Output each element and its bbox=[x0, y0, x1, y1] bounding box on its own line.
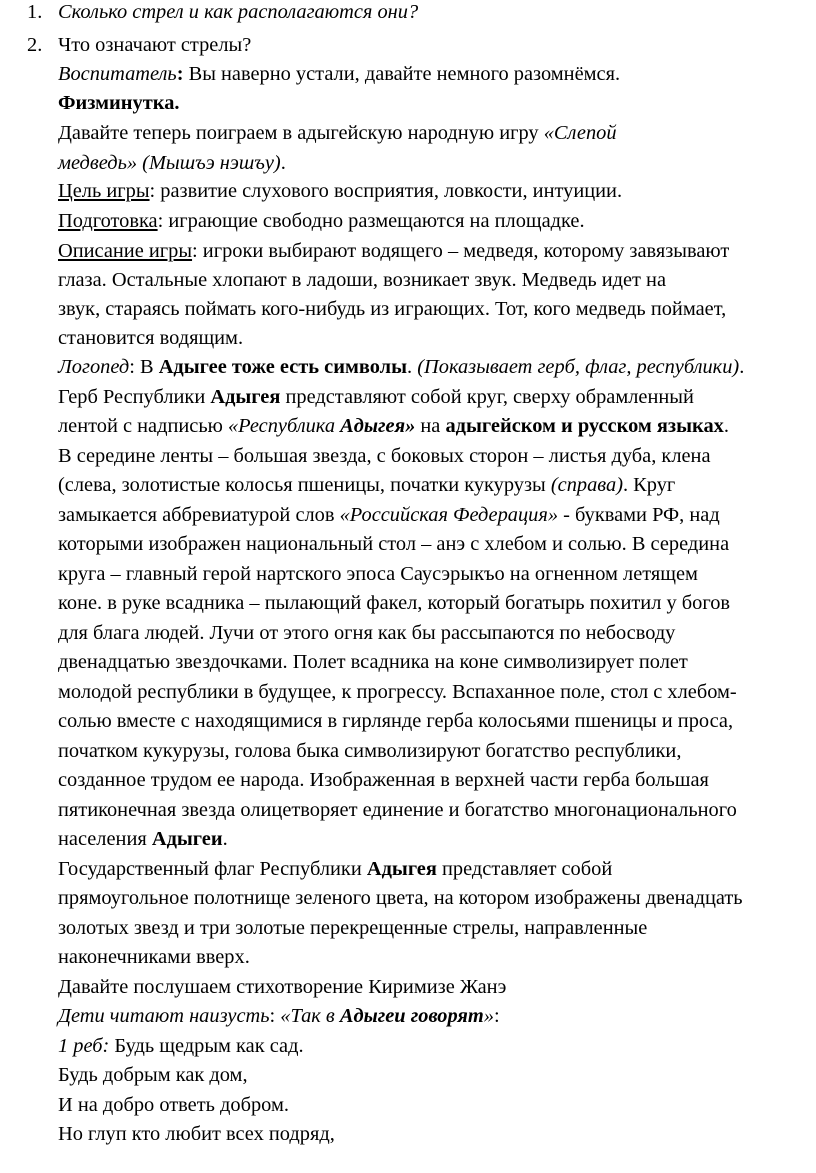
paragraph-line: коне. в руке всадника – пылающий факел, который богатырь похитил у богов bbox=[58, 592, 731, 614]
paragraph-line: становится водящим. bbox=[58, 327, 244, 349]
paragraph-line: молодой республики в будущее, к прогрессу. Вспаханное поле, стол с хлебом- bbox=[58, 681, 737, 703]
underlined-label: Подготовка bbox=[58, 210, 158, 232]
paragraph-line: круга – главный герой нартского эпоса Саусэрыкъо на огненном летящем bbox=[58, 563, 698, 585]
text-run: Будь щедрым как сад. bbox=[109, 1035, 304, 1057]
poem-line: Но глуп кто любит всех подряд, bbox=[58, 1123, 335, 1145]
text-run: адыгейском и русском языках bbox=[445, 415, 724, 437]
paragraph-line: початком кукурузы, голова быка символизируют богатство республики, bbox=[58, 740, 682, 762]
list-number: 1. bbox=[27, 1, 43, 23]
text-run: населения bbox=[58, 828, 152, 850]
text-run: Адыгея bbox=[366, 858, 437, 880]
paragraph-line bbox=[58, 826, 228, 853]
text-run: лентой с надписью bbox=[58, 415, 228, 437]
paragraph-line bbox=[58, 354, 744, 381]
paragraph-line bbox=[58, 856, 612, 883]
text-run: : игроки выбирают водящего – медведя, которому завязывают bbox=[192, 240, 730, 262]
section-heading: Физминутка. bbox=[58, 92, 180, 114]
text-run: «Республика bbox=[227, 415, 341, 437]
text-run: на bbox=[415, 415, 446, 437]
paragraph-line: В середине ленты – большая звезда, с боковых сторон – листья дуба, клена bbox=[58, 445, 711, 467]
text-run: (слева, золотистые колосья пшеницы, початки кукурузы bbox=[58, 474, 551, 496]
paragraph-line bbox=[58, 384, 694, 411]
paragraph-line bbox=[58, 150, 286, 177]
text-run: замыкается аббревиатурой слов bbox=[58, 504, 340, 526]
text-run: : В bbox=[129, 356, 159, 378]
paragraph-line: глаза. Остальные хлопают в ладоши, возникает звук. Медведь идет на bbox=[58, 269, 667, 291]
text-run: представляет собой bbox=[436, 858, 613, 880]
text-run: . bbox=[739, 356, 745, 378]
poem-line: И на добро ответь добром. bbox=[58, 1094, 289, 1116]
speaker-label: Воспитатель bbox=[58, 63, 177, 85]
paragraph-line: двенадцатью звездочками. Полет всадника на коне символизирует полет bbox=[58, 651, 688, 673]
text-run: Вы наверно устали, давайте немного разомнёмся. bbox=[183, 63, 621, 85]
paragraph-line bbox=[58, 1003, 500, 1030]
text-run: Давайте теперь поиграем в адыгейскую народную игру bbox=[58, 122, 544, 144]
paragraph-line: золотых звезд и три золотые перекрещенные стрелы, направленные bbox=[58, 917, 648, 939]
paragraph-line bbox=[58, 502, 720, 529]
paragraph-line bbox=[58, 208, 585, 235]
paragraph-line: которыми изображен национальный стол – анэ с хлебом и солью. В середина bbox=[58, 533, 730, 555]
speaker-label: 1 реб: bbox=[58, 1035, 110, 1057]
underlined-label: Описание игры bbox=[58, 240, 193, 262]
text-run: Адыгея bbox=[210, 386, 281, 408]
text-run: : bbox=[269, 1005, 281, 1027]
paragraph-line bbox=[58, 61, 620, 88]
paragraph-line: для блага людей. Лучи от этого огня как бы рассыпаются по небосводу bbox=[58, 622, 676, 644]
speaker-label: Логопед bbox=[58, 356, 130, 378]
paragraph-line: созданное трудом ее народа. Изображенная в верхней части герба большая bbox=[58, 769, 709, 791]
text-run: - буквами РФ, над bbox=[558, 504, 720, 526]
poem-line: Будь добрым как дом, bbox=[58, 1064, 248, 1086]
list-number: 2. bbox=[27, 34, 43, 56]
paragraph-line: наконечниками вверх. bbox=[58, 946, 250, 968]
text-run: . bbox=[222, 828, 228, 850]
list-item: Что означают стрелы? bbox=[58, 34, 252, 56]
text-run: Герб Республики bbox=[58, 386, 211, 408]
text-run: » bbox=[483, 1005, 494, 1027]
text-run: Адыгеи говорят bbox=[339, 1005, 484, 1027]
text-run: Государственный флаг Республики bbox=[58, 858, 367, 880]
text-run: . bbox=[407, 356, 418, 378]
text-run: «Слепой bbox=[543, 122, 617, 144]
paragraph-line: пятиконечная звезда олицетворяет единение и богатство многонационального bbox=[58, 799, 737, 821]
text-run: . bbox=[280, 152, 286, 174]
list-item: Сколько стрел и как располагаются они? bbox=[58, 1, 419, 23]
paragraph-line bbox=[58, 1033, 304, 1060]
text-run: (Показывает герб, флаг, республики) bbox=[417, 356, 740, 378]
text-run: «Российская Федерация» bbox=[339, 504, 559, 526]
text-run: . Круг bbox=[622, 474, 676, 496]
paragraph-line: Давайте послушаем стихотворение Киримизе Жанэ bbox=[58, 976, 507, 998]
text-run: Адыгеи bbox=[151, 828, 223, 850]
paragraph-line bbox=[58, 472, 675, 499]
text-run: : bbox=[494, 1005, 500, 1027]
paragraph-line bbox=[58, 238, 729, 265]
text-run: Адыгее тоже есть символы bbox=[158, 356, 408, 378]
text-run: медведь» (Мышъэ нэшъу) bbox=[58, 152, 281, 174]
paragraph-line bbox=[58, 120, 617, 147]
text-run: Дети читают наизусть bbox=[58, 1005, 270, 1027]
paragraph-line: прямоугольное полотнище зеленого цвета, на котором изображены двенадцать bbox=[58, 887, 743, 909]
paragraph-line: солью вместе с находящимися в гирлянде герба колосьями пшеницы и проса, bbox=[58, 710, 734, 732]
text-run: Адыгея» bbox=[340, 415, 416, 437]
text-run: «Так в bbox=[280, 1005, 340, 1027]
text-run: представляют собой круг, сверху обрамленный bbox=[280, 386, 694, 408]
text-run: : играющие свободно размещаются на площадке. bbox=[157, 210, 585, 232]
paragraph-line bbox=[58, 413, 729, 440]
text-run: . bbox=[723, 415, 729, 437]
paragraph-line: звук, стараясь поймать кого-нибудь из играющих. Тот, кого медведь поймает, bbox=[58, 298, 727, 320]
text-run: (справа) bbox=[550, 474, 623, 496]
text-run: : bbox=[176, 63, 184, 85]
text-run: : развитие слухового восприятия, ловкости, интуиции. bbox=[149, 180, 623, 202]
underlined-label: Цель игры bbox=[58, 180, 150, 202]
paragraph-line bbox=[58, 178, 622, 205]
